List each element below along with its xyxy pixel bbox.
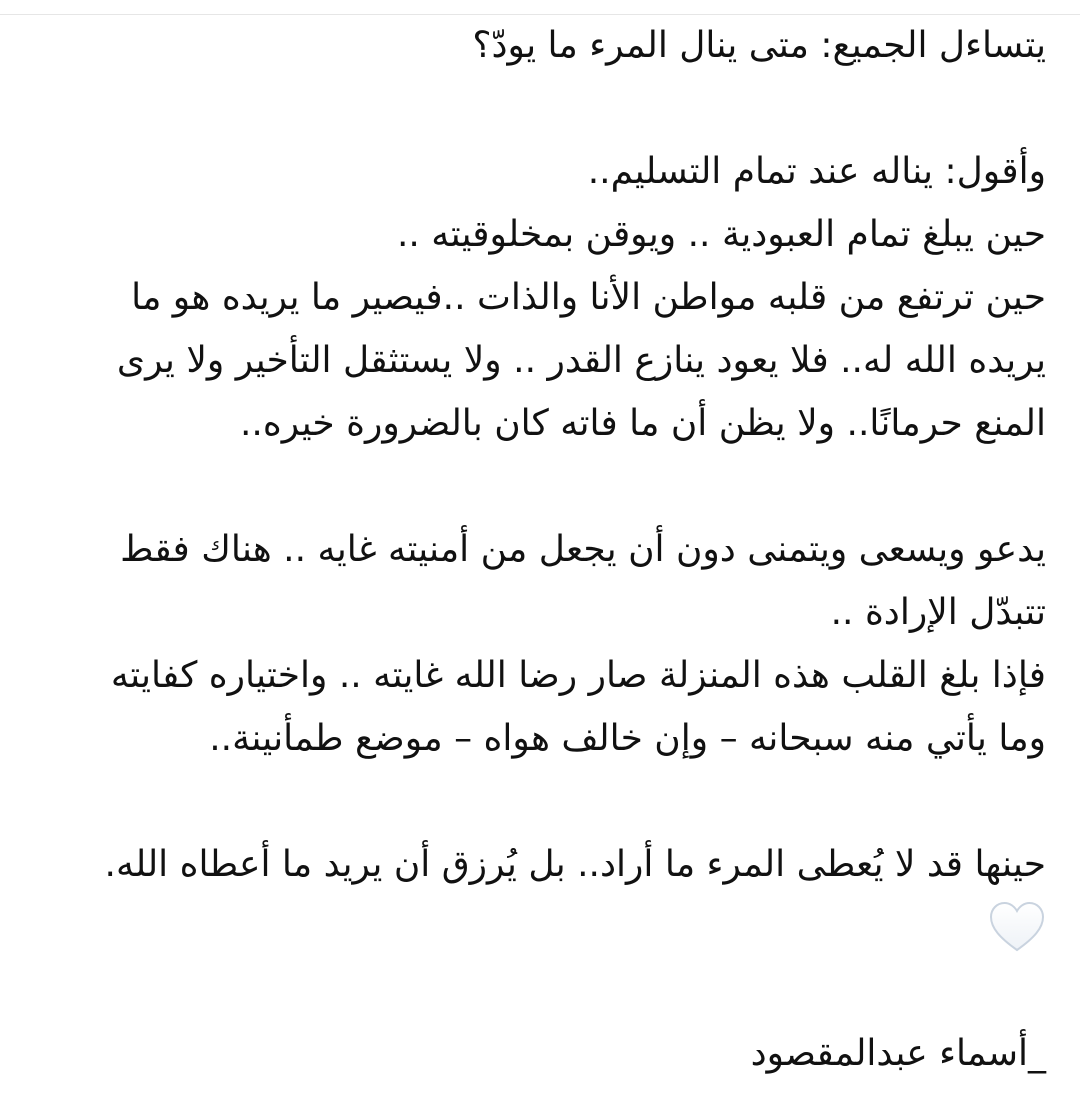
blank-line xyxy=(40,959,1046,1022)
signature: _أسماء عبدالمقصود xyxy=(750,1033,1046,1074)
blank-line xyxy=(40,455,1046,518)
conclusion-line: حينها قد لا يُعطى المرء ما أراد.. بل يُرزق أن يريد ما أعطاه الله. xyxy=(104,844,1046,885)
paragraph2-line-4: وما يأتي منه سبحانه – وإن خالف هواه – موضع طمأنينة.. xyxy=(209,718,1046,759)
paragraph1-line-5: المنع حرمانًا.. ولا يظن أن ما فاته كان بالضرورة خيره.. xyxy=(239,403,1046,444)
paragraph2-line-1: يدعو ويسعى ويتمنى دون أن يجعل من أمنيته غايه .. هناك فقط xyxy=(120,529,1046,570)
question-line: يتساءل الجميع: متى ينال المرء ما يودّ؟ xyxy=(472,25,1046,66)
paragraph2-line-2: تتبدّل الإرادة .. xyxy=(830,592,1046,633)
blank-line xyxy=(40,77,1046,140)
paragraph1-line-1: وأقول: يناله عند تمام التسليم.. xyxy=(587,151,1046,192)
paragraph1-line-3: حين ترتفع من قلبه مواطن الأنا والذات ..فيصير ما يريده هو ما xyxy=(131,277,1046,318)
paragraph1-line-2: حين يبلغ تمام العبودية .. ويوقن بمخلوقيته .. xyxy=(396,214,1046,255)
paragraph1-line-4: يريده الله له.. فلا يعود ينازع القدر .. ولا يستثقل التأخير ولا يرى xyxy=(116,340,1046,381)
white-heart-icon xyxy=(40,896,1046,959)
note-body xyxy=(40,14,1046,1085)
paragraph2-line-3: فإذا بلغ القلب هذه المنزلة صار رضا الله غايته .. واختياره كفايته xyxy=(110,655,1046,696)
blank-line xyxy=(40,770,1046,833)
